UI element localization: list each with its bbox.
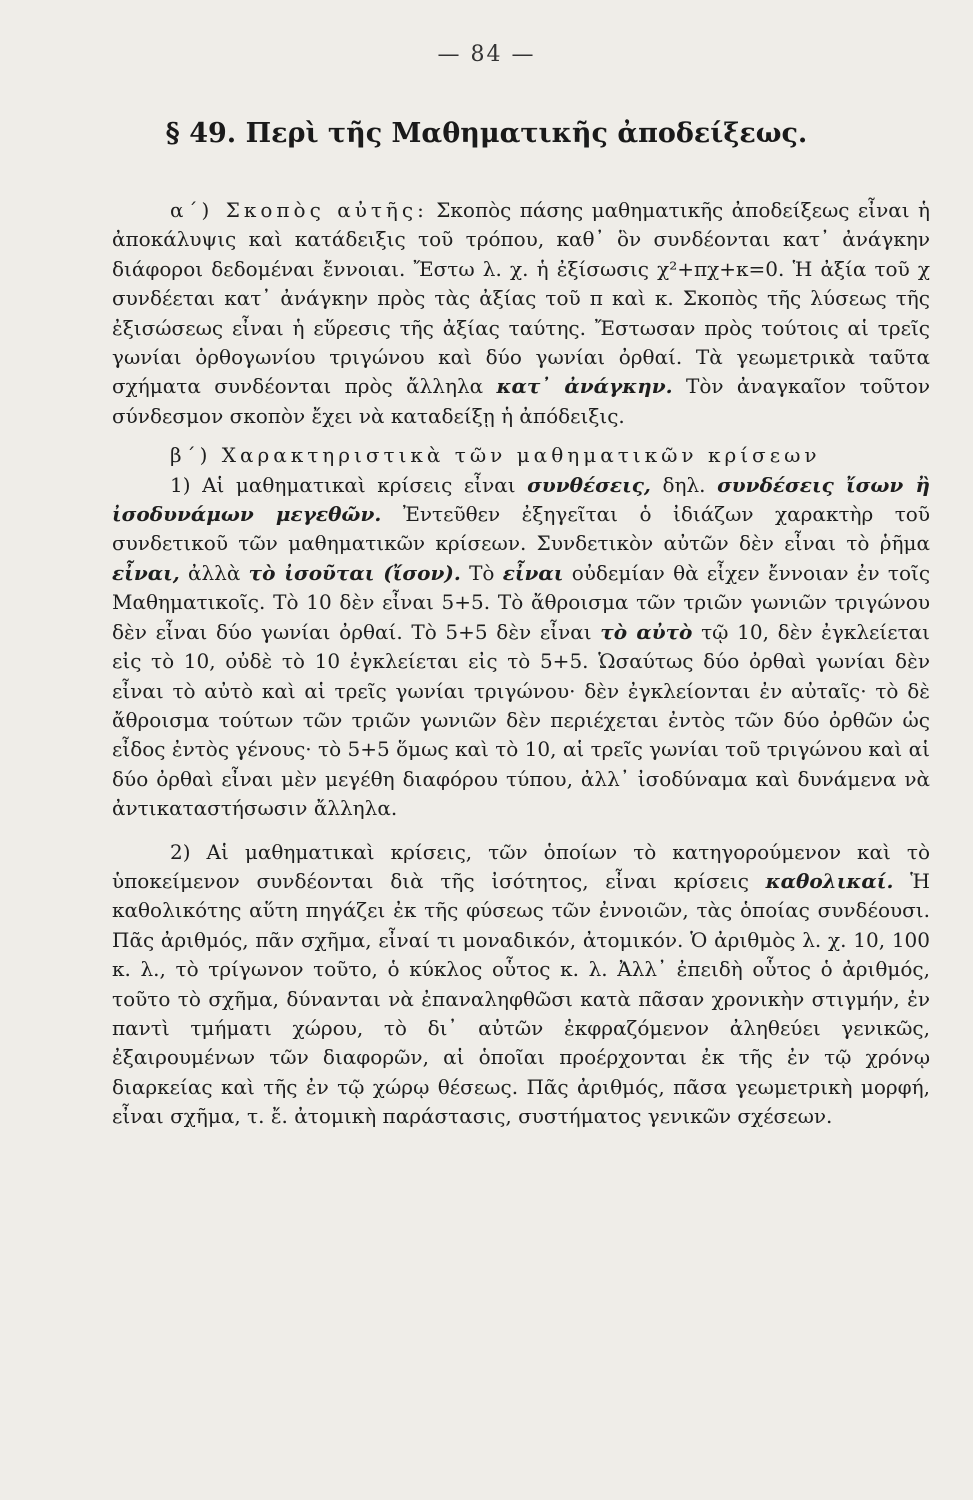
paragraph-universality (112, 838, 930, 1132)
emphasis: εἶναι, (112, 560, 180, 585)
text-segment: 2) Αἱ μαθηματικαὶ κρίσεις, τῶν ὁποίων τὸ κατηγορούμενον καὶ τὸ ὑποκείμενον συνδέονται διὰ τῆς ἰσότητος, εἶναι κρίσεις (112, 839, 930, 893)
section-heading (0, 118, 973, 149)
text-segment: Ἡ καθολικότης αὕτη πηγάζει ἐκ τῆς φύσεως τῶν ἐννοιῶν, τὰς ὁποίας συνδέουσι. Πᾶς ἀριθμός, πᾶν σχῆμα, εἶναί τι μοναδικόν, ἀτομικόν. Ὁ ἀριθμὸς λ. χ. 10, 100 κ. λ., τὸ τρίγωνον τοῦτο, ὁ κύκλος οὗτος κ. λ. Ἀλλ᾽ ἐπειδὴ οὗτος ὁ ἀριθμός, τοῦτο τὸ σχῆμα, δύνανται νὰ ἐπαναληφθῶσι κατὰ πᾶσαν χρονικὴν στιγμήν, ἐν παντὶ τμήματι χώρου, τὸ δι᾽ αὐτῶν ἐκφραζόμενον ἀληθεύει γενικῶς, ἐξαιρουμένων τῶν διαφορῶν, αἱ ὁποῖαι προέρχονται ἐκ τῆς ἐν τῷ χρόνῳ διαρκείας καὶ τῆς ἐν τῷ χώρῳ θέσεως. Πᾶς ἀριθμός, πᾶσα γεωμετρικὴ μορφή, εἶναι σχῆμα, τ. ἔ. ἀτομικὴ παράστασις, συστήματος γενικῶν σχέσεων. (112, 868, 930, 1129)
emphasis: εἶναι (502, 560, 564, 585)
emphasis: συνθέσεις, (527, 472, 651, 497)
text-segment: Τὸν ἀναγκαῖον τοῦτον σύνδεσμον σκοπὸν ἔχει νὰ καταδείξῃ ἡ ἀπόδειξις. (112, 374, 930, 428)
paragraph-purpose (112, 196, 930, 431)
section-symbol: § (165, 118, 180, 149)
paragraph-synthesis (112, 471, 930, 824)
emphasis: συνδέσεις ἴσων ἢ ἰσοδυνάμων μεγεθῶν. (112, 472, 930, 527)
text-segment: ἀλλὰ (188, 560, 241, 585)
emphasis: καθολικαί. (765, 868, 894, 893)
text-segment: οὐδεμίαν θὰ εἶχεν ἔννοιαν ἐν τοῖς Μαθηματικοῖς. Τὸ 10 δὲν εἶναι 5+5. Τὸ ἄθροισμα τῶν τριῶν γωνιῶν τριγώνου δὲν εἶναι δύο γωνίαι ὀρθαί. Τὸ 5+5 δὲν εἶναι (112, 560, 931, 644)
text-segment: δηλ. (662, 472, 706, 497)
subsection-label-a: α΄) Σκοπὸς αὐτῆς: (170, 198, 428, 222)
body-text (112, 196, 930, 1132)
emphasis: τὸ ἰσοῦται (ἴσον). (248, 560, 461, 585)
emphasis: κατ᾽ ἀνάγκην. (496, 374, 673, 399)
text-segment: τῷ 10, δὲν ἐγκλείεται εἰς τὸ 10, οὐδὲ τὸ 10 ἐγκλείεται εἰς τὸ 5+5. Ὡσαύτως δύο ὀρθαὶ γωνίαι δὲν εἶναι τὸ αὐτὸ καὶ αἱ τρεῖς γωνίαι τριγώνου· δὲν ἐγκλείονται ἐν αὐταῖς· τὸ δὲ ἄθροισμα τούτων τῶν τριῶν γωνιῶν δὲν περιέχεται ἐντὸς τῶν δύο ὀρθῶν ὡς εἶδος ἐντὸς γένους· τὸ 5+5 ὅμως καὶ τὸ 10, αἱ τρεῖς γωνίαι τοῦ τριγώνου καὶ αἱ δύο ὀρθαὶ εἶναι μὲν μεγέθη διαφόρου τύπου, ἀλλ᾽ ἰσοδύναμα καὶ δυνάμενα νὰ ἀντικαταστήσωσιν ἄλληλα. (112, 619, 931, 821)
text-segment: 1) Αἱ μαθηματικαὶ κρίσεις εἶναι (170, 472, 516, 497)
subsection-label-b: β΄) Χαρακτηριστικὰ τῶν μαθηματικῶν κρίσεων (170, 443, 821, 468)
emphasis: τὸ αὐτὸ (600, 619, 693, 644)
text-segment: Σκοπὸς πάσης μαθηματικῆς ἀποδείξεως εἶναι ἡ ἀποκάλυψις καὶ κατάδειξις τοῦ τρόπου, καθ᾽ ὃν συνδέονται κατ᾽ ἀνάγκην διάφοροι δεδομέναι ἔννοιαι. Ἔστω λ. χ. ἡ ἐξίσωσις χ²+πχ+κ=0. Ἡ ἀξία τοῦ χ συνδέεται κατ᾽ ἀνάγκην πρὸς τὰς ἀξίας τοῦ π καὶ κ. Σκοπὸς τῆς λύσεως τῆς ἐξισώσεως εἶναι ἡ εὕρεσις τῆς ἀξίας ταύτης. Ἔστωσαν πρὸς τούτοις αἱ τρεῖς γωνίαι ὀρθογωνίου τριγώνου καὶ δύο γωνίαι ὀρθαί. Τὰ γεωμετρικὰ ταῦτα σχήματα συνδέονται πρὸς ἄλληλα (112, 198, 930, 399)
text-segment: Τὸ (469, 560, 495, 585)
text-segment: Ἐντεῦθεν ἐξηγεῖται ὁ ἰδιάζων χαρακτὴρ τοῦ συνδετικοῦ τῶν μαθηματικῶν κρίσεων. Συνδετικὸν αὐτῶν δὲν εἶναι τὸ ῥῆμα (112, 502, 931, 556)
section-title: Περὶ τῆς Μαθηματικῆς ἀποδείξεως. (245, 118, 808, 149)
section-number: 49. (189, 118, 237, 149)
page-number: — 84 — (437, 42, 536, 67)
